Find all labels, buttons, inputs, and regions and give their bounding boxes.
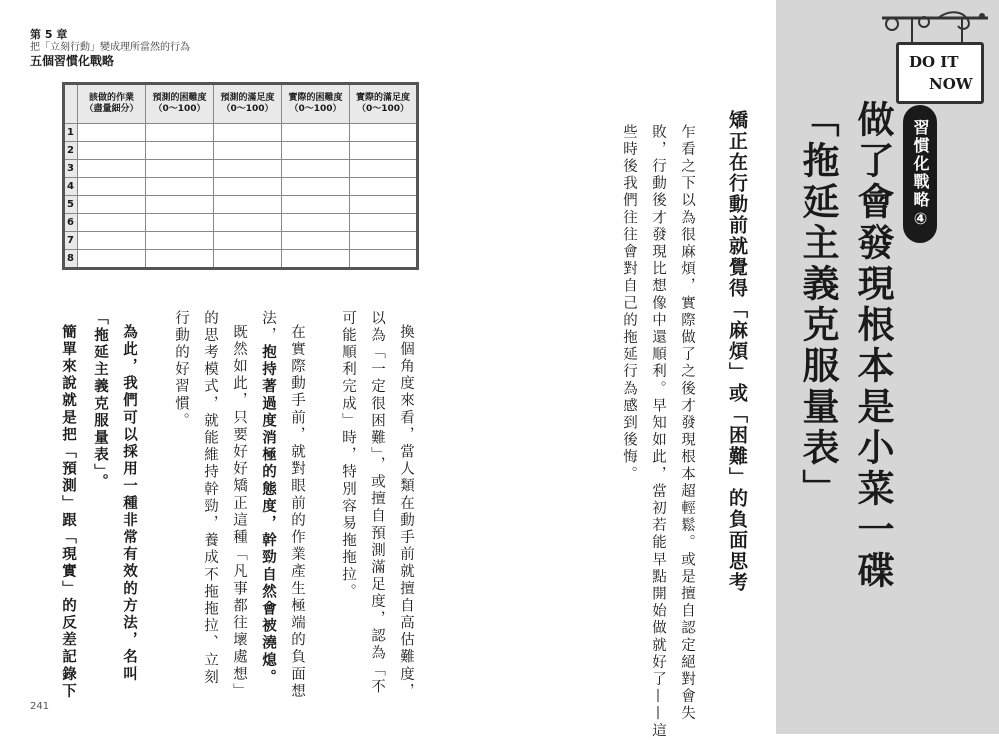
paragraph-4-line-2: 的思考模式，就能維持幹勁，養成不拖拖拉、立刻 [202,310,218,687]
table-cell [78,232,146,250]
table-cell [214,214,282,232]
table-row [64,214,418,232]
table-cell [282,178,350,196]
table-cell [350,196,418,214]
table-cell [78,214,146,232]
table-cell [146,232,214,250]
table-row [64,142,418,160]
table-cell [282,250,350,269]
section-title: 五個習慣化戰略 [30,54,115,69]
sign-line-1: DO IT [909,53,959,71]
row-number: 4 [64,178,78,196]
table-cell [282,124,350,142]
row-number: 1 [64,124,78,142]
table-row [64,196,418,214]
row-number: 6 [64,214,78,232]
table-cell [146,178,214,196]
paragraph-3-emphasis: 抱持著過度消極的態度，幹勁自然會被澆熄。 [260,344,276,687]
table-header-cell: 該做的作業 （盡量細分） [78,84,146,124]
table-cell [350,178,418,196]
paragraph-4-line-3: 行動的好習慣。 [173,310,189,430]
table-cell [146,214,214,232]
table-cell [282,142,350,160]
table-row [64,250,418,269]
paragraph-6-line-1: 簡單來說就是把「預測」跟「現實」的反差記錄下 [60,324,76,701]
table-cell [214,232,282,250]
paragraph-2-line-2: 以為「一定很困難」，或擅自預測滿足度，認為「不 [369,310,385,697]
paragraph-3-line-2 [258,310,279,686]
table-header-row [64,84,418,124]
table-cell [350,124,418,142]
table-cell [214,124,282,142]
table-cell [282,160,350,178]
table-cell [214,160,282,178]
sign-board [896,42,984,104]
table-row [64,124,418,142]
paragraph-5-line-2: 「拖延主義克服量表」。 [92,310,108,491]
table-header-cell: 實際的滿足度 （0～100） [350,84,418,124]
table-cell [214,196,282,214]
row-number: 3 [64,160,78,178]
table-cell [350,232,418,250]
paragraph-3-line-1: 在實際動手前，就對眼前的作業產生極端的負面想 [289,324,305,701]
paragraph-1-line-1: 乍看之下以為很麻煩，實際做了之後才發現根本超輕鬆。或是擅自認定絕對會失 [679,124,695,723]
table-cell [350,160,418,178]
do-it-now-sign [878,8,992,106]
table-cell [350,142,418,160]
table-cell [350,214,418,232]
table-cell [146,142,214,160]
subheading: 矯正在行動前就覺得「麻煩」或「困難」的負面思考 [726,110,748,593]
table-cell [282,196,350,214]
running-header [30,28,190,69]
page-number: 241 [30,701,50,712]
table-header-cell: 實際的困難度 （0～100） [282,84,350,124]
table-cell [78,250,146,269]
table-cell [214,250,282,269]
table-cell [146,124,214,142]
paragraph-2-line-1: 換個角度來看，當人類在動手前就擅自高估難度， [398,324,414,701]
table-cell [214,142,282,160]
row-number: 5 [64,196,78,214]
main-title-line-2: 「拖延主義克服量表」 [796,100,839,510]
main-title-line-1: 做了會發現根本是小菜一碟 [851,100,894,592]
table-cell [78,178,146,196]
table-row [64,178,418,196]
paragraph-2-line-3: 可能順利完成」時，特別容易拖拖拉。 [340,310,356,601]
paragraph-3-prefix: 法， [260,310,276,345]
table-row [64,232,418,250]
paragraph-5-line-1: 為此，我們可以採用一種非常有效的方法，名叫 [121,324,137,684]
strategy-tag: 習慣化戰略④ [903,105,937,243]
table-row [64,160,418,178]
table-cell [78,124,146,142]
row-number: 2 [64,142,78,160]
chapter-number: 第 5 章 [30,28,68,41]
table-cell [78,142,146,160]
table-header-cell: 預測的滿足度 （0～100） [214,84,282,124]
table-cell [350,250,418,269]
table-header-cell: 預測的困難度 （0～100） [146,84,214,124]
table-cell [78,196,146,214]
table-cell [146,250,214,269]
paragraph-1-line-3: 些時後我們往往會對自己的拖延行為感到後悔。 [621,124,637,484]
chapter-title: 把「立刻行動」變成理所當然的行為 [30,41,190,53]
table-cell [146,160,214,178]
row-number: 7 [64,232,78,250]
row-number: 8 [64,250,78,269]
table-cell [78,160,146,178]
table-cell [282,232,350,250]
paragraph-4-line-1: 既然如此，只要好好矯正這種「凡事都往壞處想」 [231,324,247,701]
procrastination-scale-table [62,82,419,270]
sign-line-2: NOW [929,75,973,93]
table-cell [146,196,214,214]
paragraph-1-line-2: 敗，行動後才發現比想像中還順利。早知如此，當初若能早點開始做就好了——這 [650,124,666,740]
table-header-cell [64,84,78,124]
table-cell [214,178,282,196]
table-cell [282,214,350,232]
